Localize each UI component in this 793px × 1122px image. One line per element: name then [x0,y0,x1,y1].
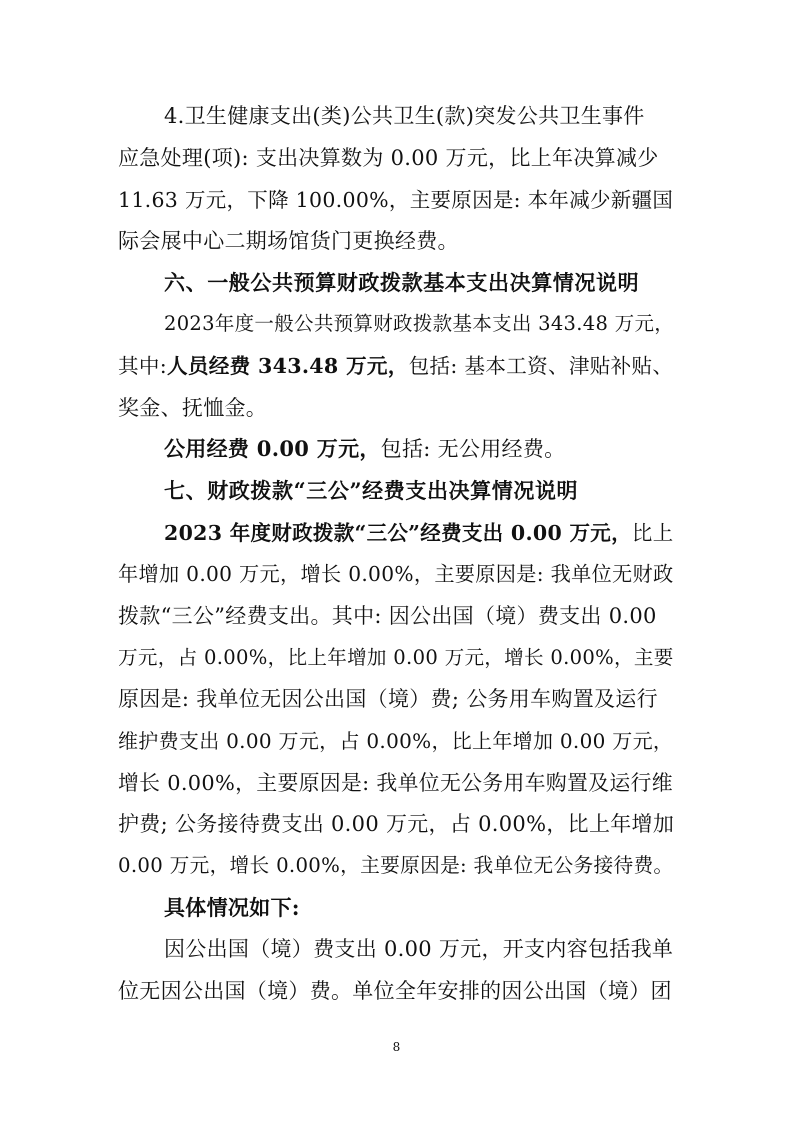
text-line [0,182,793,218]
text-line [0,848,793,884]
text-segment: 11.63 万元，下降 100.00%，主要原因是: 本年减少新疆国 [118,188,674,212]
text-line [0,140,793,176]
text-segment: 其中: [118,354,167,378]
text-line [0,348,793,384]
text-segment: 原因是: 我单位无因公出国（境）费; 公务用车购置及运行 [118,687,658,711]
text-line [0,515,793,551]
section-heading [0,265,793,301]
text-segment: 增长 0.00%，主要原因是: 我单位无公务用车购置及运行维 [118,771,673,795]
text-segment: 应急处理(项): 支出决算数为 0.00 万元，比上年决算减少 [118,146,659,170]
section-heading [0,473,793,509]
text-line [0,890,793,926]
text-line [0,640,793,676]
text-segment-bold: 具体情况如下: [164,895,300,920]
text-segment: 包括: 基本工资、津贴补贴、 [408,354,674,378]
text-line [0,98,793,134]
text-segment: 包括: 无公用经费。 [380,437,566,461]
text-line [0,765,793,801]
text-segment: 际会展中心二期场馆货门更换经费。 [118,229,459,253]
text-segment: 万元，占 0.00%，比上年增加 0.00 万元，增长 0.00%，主要 [118,646,674,669]
text-segment-bold: 人员经费 343.48 万元， [167,354,409,378]
text-segment-bold: 2023 年度财政拨款“三公”经费支出 0.00 万元， [164,521,632,545]
text-segment: 护费; 公务接待费支出 0.00 万元，占 0.00%，比上年增加 [118,812,675,836]
page-number: 8 [392,1040,401,1054]
text-line [0,431,793,467]
text-line [0,306,793,342]
heading-text: 七、财政拨款“三公”经费支出决算情况说明 [164,478,579,503]
text-line [0,390,793,426]
text-segment: 0.00 万元，增长 0.00%，主要原因是: 我单位无公务接待费。 [118,854,674,877]
text-segment: 年增加 0.00 万元，增长 0.00%，主要原因是: 我单位无财政 [118,562,674,586]
text-segment-bold: 公用经费 0.00 万元， [164,436,381,461]
text-line [0,681,793,717]
text-segment: 拨款“三公”经费支出。其中: 因公出国（境）费支出 0.00 [118,604,657,628]
text-line [0,556,793,592]
text-segment: 因公出国（境）费支出 0.00 万元，开支内容包括我单 [164,937,674,961]
text-segment: 维护费支出 0.00 万元，占 0.00%，比上年增加 0.00 万元， [118,729,674,753]
text-segment: 奖金、抚恤金。 [118,396,268,420]
text-line [0,223,793,259]
text-line [0,973,793,1009]
text-segment: 位无因公出国（境）费。单位全年安排的因公出国（境）团 [118,979,672,1003]
text-segment: 2023年度一般公共预算财政拨款基本支出 343.48 万元， [164,312,675,335]
heading-text: 六、一般公共预算财政拨款基本支出决算情况说明 [164,270,640,295]
text-line [0,931,793,967]
text-line [0,598,793,634]
text-segment: 4.卫生健康支出(类)公共卫生(款)突发公共卫生事件 [164,104,645,128]
text-line [0,723,793,759]
text-segment: 比上 [631,521,674,545]
text-line [0,806,793,842]
